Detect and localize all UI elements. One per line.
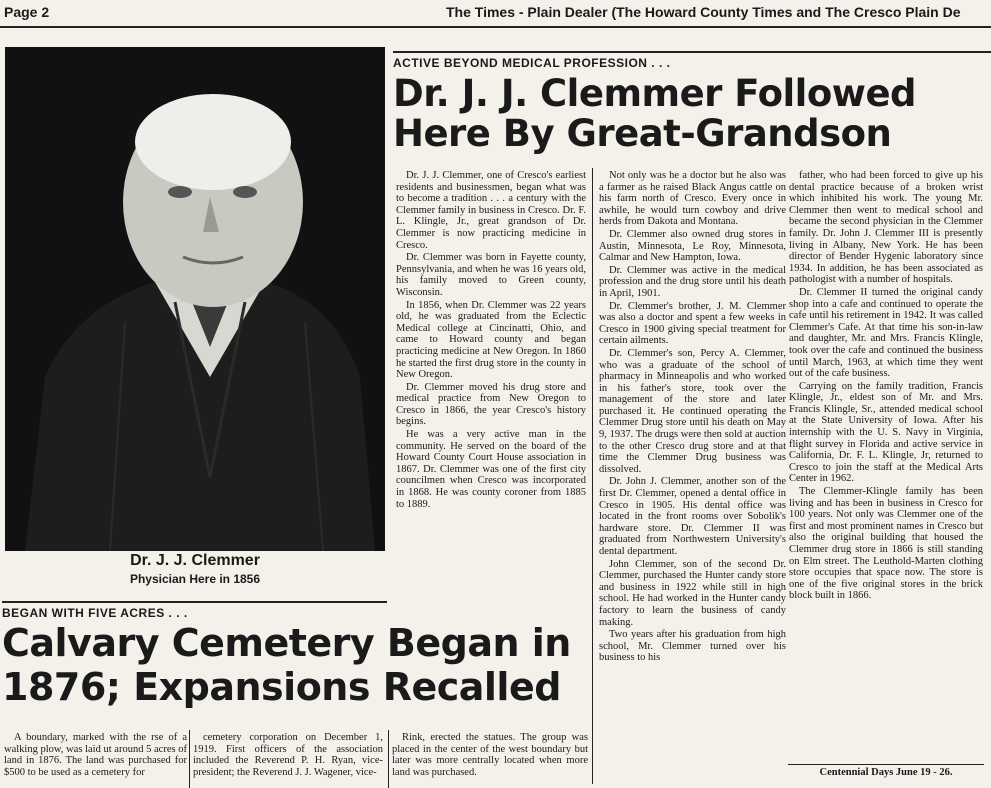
story2-column-3 xyxy=(392,732,588,788)
paragraph: Two years after his graduation from high school, Mr. Clemmer turned over his business to his xyxy=(599,629,786,664)
portrait-photo xyxy=(5,47,385,551)
page-number: Page 2 xyxy=(4,4,50,20)
paragraph: Dr. Clemmer moved his drug store and medical practice from New Oregon to Cresco in 1866, the year Cresco's history begins. xyxy=(396,381,586,428)
story2-column-1 xyxy=(4,732,187,788)
centennial-days-footer: Centennial Days June 19 - 26. xyxy=(819,767,953,778)
paragraph: Not only was he a doctor but he also was a farmer as he raised Black Angus cattle on his farm north of Cresco. Every once in awhile, he would turn cowboy and drive herds from Dakota and Montana. xyxy=(599,170,786,228)
paragraph: Dr. Clemmer was born in Fayette county, Pennsylvania, and when he was 16 years old, his family moved to Green county, Wisconsin. xyxy=(396,252,586,298)
paragraph: The Clemmer-Klingle family has been living and has been in business in Cresco for 100 years. Not only was Clemmer one of the first and most prominent names in Cresco but also the original building that housed the Clemmer drug store in 1866 is still standing on Elm street. The Leuthold-Marten clothing store occupies that space now. The store is one of the five original stores in the brick block built in 1866. xyxy=(789,486,983,602)
header-rule xyxy=(0,26,991,28)
column-divider xyxy=(592,168,593,784)
paragraph: He was a very active man in the community. He served on the board of the Howard County Court House association in 1867. Dr. Clemmer was one of the first city councilmen when Cresco was incorporated in 1868. He was county coroner from 1885 to 1889. xyxy=(396,429,586,510)
story2-column-2 xyxy=(193,732,383,788)
story1-column-2 xyxy=(599,170,786,782)
story1-column-1 xyxy=(396,170,586,590)
footer-rule xyxy=(788,764,984,765)
newspaper-title: The Times - Plain Dealer (The Howard County Times and The Cresco Plain De xyxy=(446,4,961,20)
paragraph: Dr. Clemmer's son, Percy A. Clemmer, who was a graduate of the school of pharmacy in Minneapolis and who worked in his father's store, took over the management of the store and later purchased it. He continued operating the Clemmer Drug store until his death on May 9, 1937. The drugs were then sold at auction to the other Cresco drug store and at that time the Clemmer Drug business was dissolved. xyxy=(599,347,786,475)
paragraph: A boundary, marked with the rse of a walking plow, was laid ut around 5 acres of land in 1876. The land was purchased for $500 to be used as a cemetery for xyxy=(4,732,187,778)
column-divider xyxy=(388,730,389,788)
photo-caption-subtitle: Physician Here in 1856 xyxy=(129,572,261,586)
column-divider xyxy=(189,730,190,788)
story1-column-3 xyxy=(789,170,983,760)
paragraph: John Clemmer, son of the second Dr. Clemmer, purchased the Hunter candy store and business in 1922 while still in high school. He had worked in the Hunter candy factory to learn the business of candy making. xyxy=(599,558,786,628)
paragraph: Dr. Clemmer's brother, J. M. Clemmer was also a doctor and spent a few weeks in Cresco in 1900 giving special treatment for certain ailments. xyxy=(599,300,786,347)
story1-kicker: ACTIVE BEYOND MEDICAL PROFESSION . . . xyxy=(393,51,991,70)
portrait-illustration xyxy=(5,47,385,551)
paragraph: Dr. John J. Clemmer, another son of the first Dr. Clemmer, opened a dental office in Cresco in 1905. His dental office was located in the front rooms over Sobolik's hardware store. Dr. Clemmer II was graduated from Northwestern University's dental department. xyxy=(599,476,786,557)
paragraph: In 1856, when Dr. Clemmer was 22 years old, he was graduated from the Eclectic Medical college at Cincinatti, Ohio, and came to Howard county and began practicing medicine at New Oregon. In 1860 he started the first drug store in the county in New Oregon. xyxy=(396,299,586,381)
paragraph: Rink, erected the statues. The group was placed in the center of the west boundary but later was more centrally located when more land was purchased. xyxy=(392,732,588,778)
paragraph: cemetery corporation on December 1, 1919. First officers of the association included the Reverend P. H. Ryan, vice-president; the Reverend J. J. Wagener, vice- xyxy=(193,732,383,778)
paragraph: father, who had been forced to give up his dental practice because of a broken wrist which inhibited his work. The young Mr. Clemmer then went to medical school and became the second physician in the Clemmer family. Dr. John J. Clemmer III is presently living in Albany, New York. He has been director of Bender Hygenic laboratory since 1934. In addition, he has been associated as pathologist with a number of hospitals. xyxy=(789,170,983,286)
paragraph: Dr. J. J. Clemmer, one of Cresco's earliest residents and businessmen, began what was to become a tradition . . . a century with the Clemmer family in business in Cresco. Dr. F. L. Klingle, Jr., great grandson of Dr. Clemmer is now practicing medicine in Cresco. xyxy=(396,170,586,251)
paragraph: Dr. Clemmer also owned drug stores in Austin, Minnesota, Le Roy, Minnesota, Calmar and New Hampton, Iowa. xyxy=(599,228,786,264)
paragraph: Dr. Clemmer II turned the original candy shop into a cafe and continued to operate the cafe until his retirement in 1942. It was called Clemmer's Cafe. At that time his son-in-law and daughter, Mr. and Mrs. Francis Klingle, took over the cafe and continued the business until March, 1963, at which time they went out of the cafe business. xyxy=(789,286,983,380)
story2-kicker: BEGAN WITH FIVE ACRES . . . xyxy=(2,601,387,620)
paragraph: Dr. Clemmer was active in the medical profession and the drug store until his death in April, 1901. xyxy=(599,264,786,299)
paragraph: Carrying on the family tradition, Francis Klingle, Jr., eldest son of Mr. and Mrs. Francis Klingle, Sr., attended medical school at the State University of Iowa. After his internship with the U. S. Navy in Virginia, flight survey in Florida and active service in California, Dr. F. L. Klingle, Jr, returned to Cresco to join the staff at the Medical Arts Center in 1962. xyxy=(789,380,983,485)
story2-headline: Calvary Cemetery Began in 1876; Expansions Recalled xyxy=(2,621,571,709)
photo-caption-name: Dr. J. J. Clemmer xyxy=(130,552,260,569)
story1-headline: Dr. J. J. Clemmer Followed Here By Great-Grandson xyxy=(393,72,917,155)
